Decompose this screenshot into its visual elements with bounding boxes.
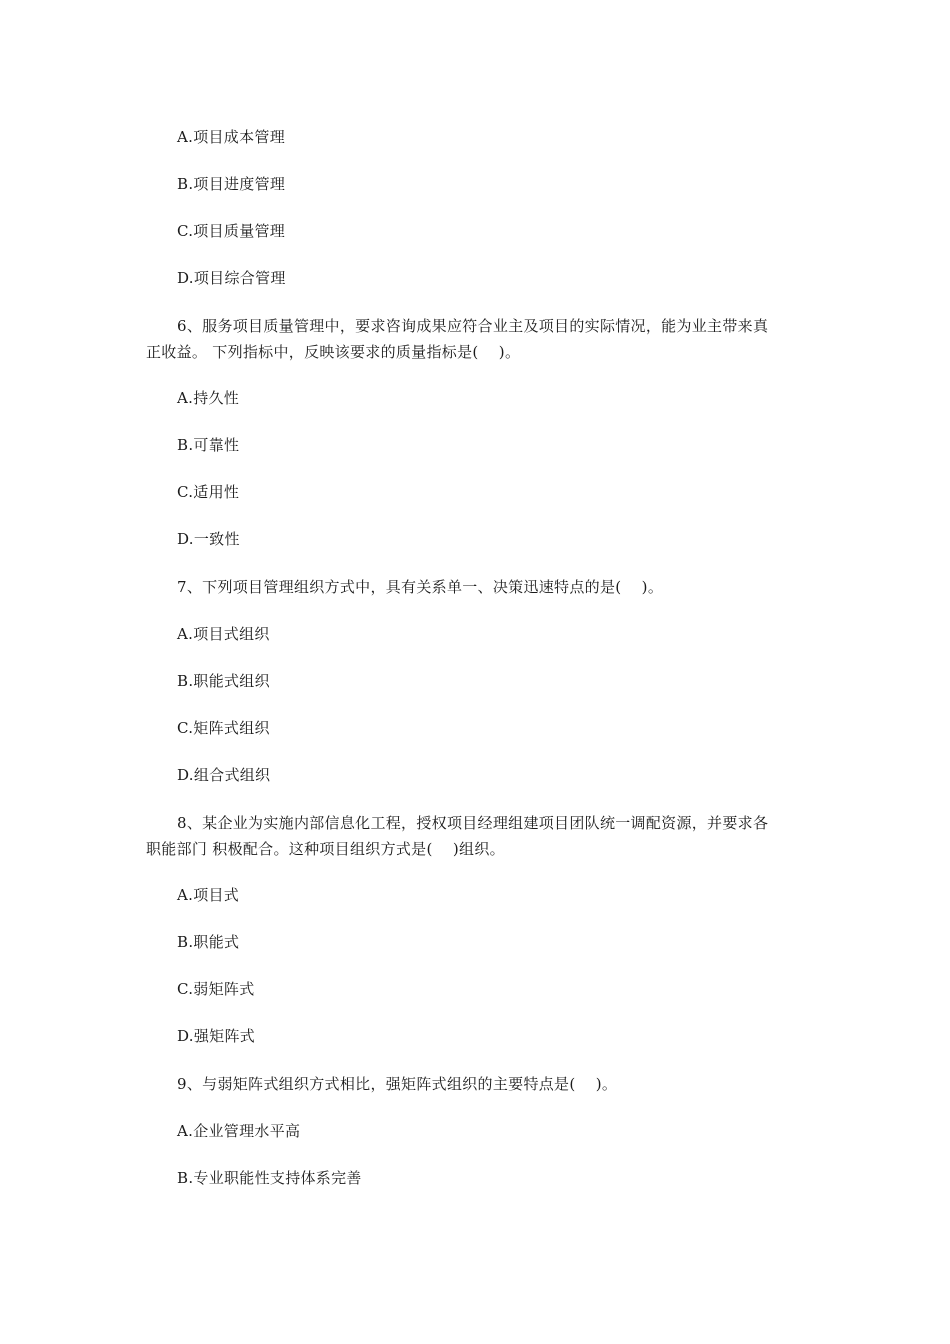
question-line: 职能部门 积极配合。这种项目组织方式是( )组织。 [146,840,505,858]
option-line: C.适用性 [177,483,240,501]
option-line: D.强矩阵式 [177,1027,256,1045]
option-line: C.弱矩阵式 [177,980,255,998]
option-line: B.项目进度管理 [177,175,286,193]
option-line: D.一致性 [177,530,240,548]
option-line: A.项目式 [177,886,240,904]
option-line: B.专业职能性支持体系完善 [177,1169,362,1187]
option-line: B.职能式 [177,933,240,951]
option-line: B.可靠性 [177,436,240,454]
option-line: B.职能式组织 [177,672,270,690]
option-line: D.组合式组织 [177,766,271,784]
question-line: 7、下列项目管理组织方式中，具有关系单一、决策迅速特点的是( )。 [177,578,664,596]
option-line: C.矩阵式组织 [177,719,270,737]
option-line: A.项目式组织 [177,625,270,643]
option-line: C.项目质量管理 [177,222,286,240]
option-line: A.企业管理水平高 [177,1122,301,1140]
option-line: A.持久性 [177,389,240,407]
option-line: D.项目综合管理 [177,269,286,287]
question-line: 8、某企业为实施内部信息化工程，授权项目经理组建项目团队统一调配资源，并要求各 [177,814,769,832]
option-line: A.项目成本管理 [177,128,286,146]
question-line: 正收益。 下列指标中，反映该要求的质量指标是( )。 [146,343,521,361]
question-line: 9、与弱矩阵式组织方式相比，强矩阵式组织的主要特点是( )。 [177,1075,618,1093]
question-line: 6、服务项目质量管理中，要求咨询成果应符合业主及项目的实际情况，能为业主带来真 [177,317,769,335]
